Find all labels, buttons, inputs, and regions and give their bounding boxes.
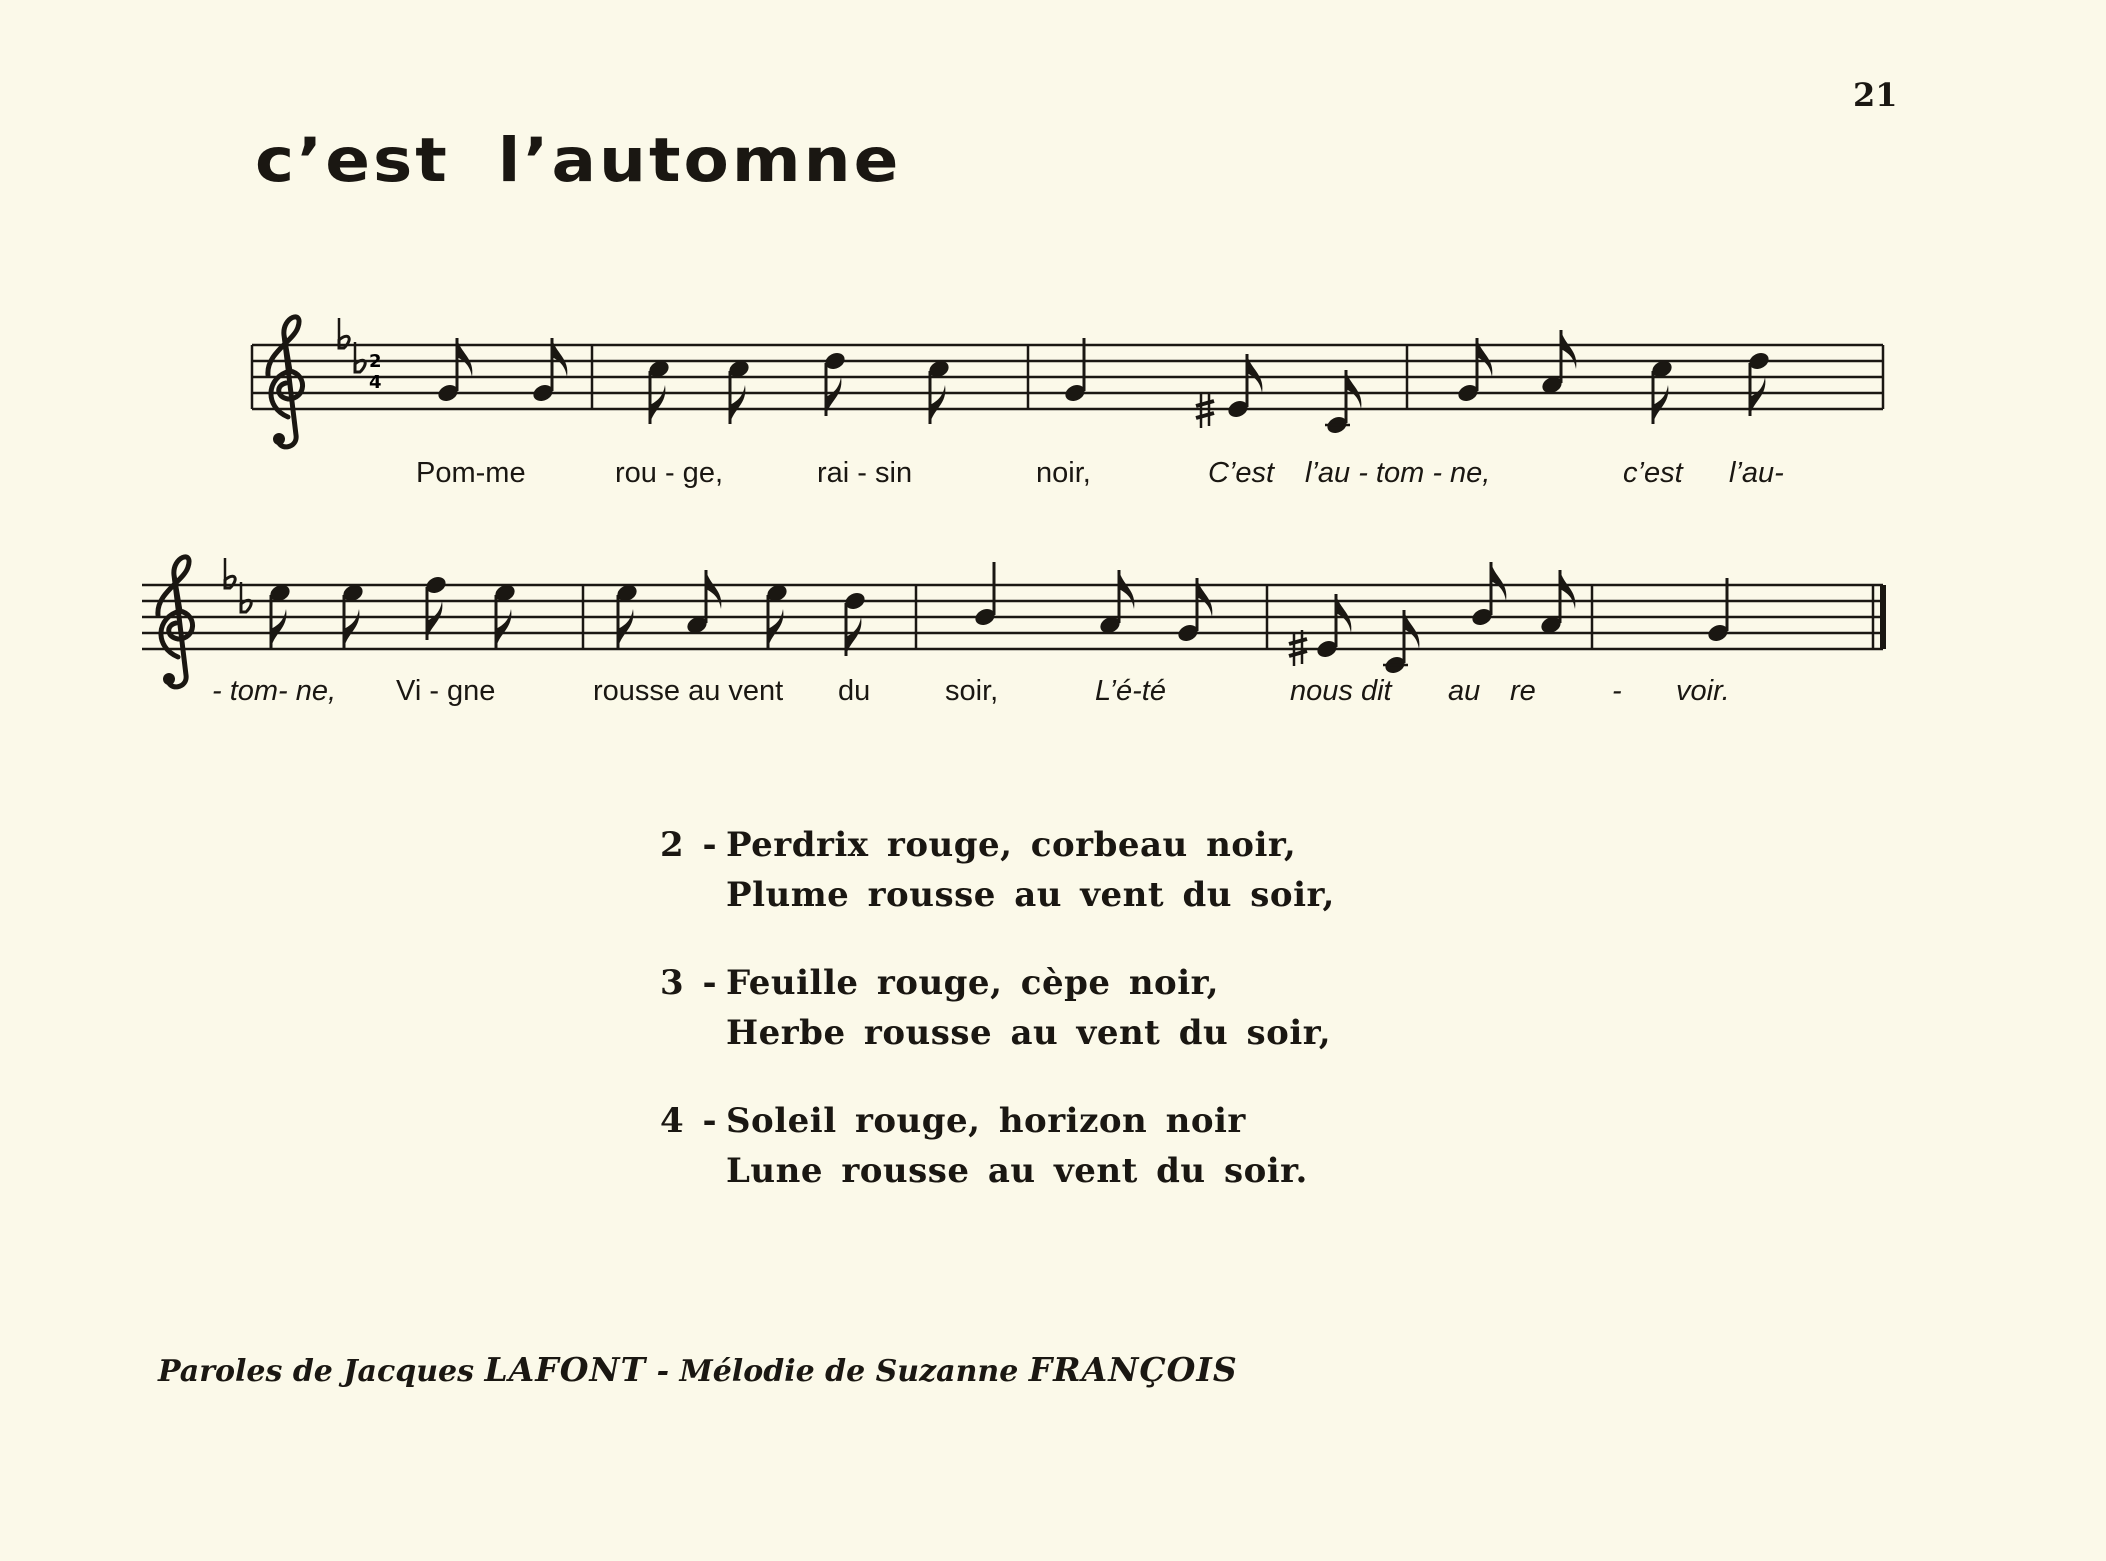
lyric-syllable: au: [1448, 675, 1481, 707]
verse-2: [660, 820, 1335, 920]
staff-line-1: [252, 317, 1883, 489]
time-signature-bottom: 4: [369, 372, 382, 393]
flat-icon: [225, 558, 235, 588]
credits: [158, 1350, 1238, 1389]
verse-line: Lune rousse au vent du soir.: [726, 1151, 1308, 1191]
verse-4: [660, 1096, 1335, 1196]
treble-clef-icon: [268, 317, 303, 447]
lyrics-credit-prefix: Paroles de Jacques: [158, 1354, 474, 1389]
lyricist-name: LAFONT: [484, 1350, 647, 1389]
verse-line: Plume rousse au vent du soir,: [726, 875, 1335, 915]
verse-line: Herbe rousse au vent du soir,: [726, 1013, 1332, 1053]
verse-line: Feuille rouge, cèpe noir,: [726, 963, 1219, 1003]
lyric-syllable: l’au - tom - ne,: [1305, 457, 1491, 489]
composer-name: FRANÇOIS: [1028, 1350, 1238, 1389]
flat-icon: [355, 342, 365, 372]
lyric-syllable: du: [838, 675, 871, 707]
lyric-syllable: -: [1612, 675, 1622, 707]
time-signature-top: 2: [369, 351, 382, 372]
lyric-syllable: rou - ge,: [615, 457, 723, 489]
lyric-syllable: C’est: [1208, 457, 1275, 489]
lyric-syllable: nous dit: [1290, 675, 1392, 707]
lyric-syllable: c’est: [1623, 457, 1683, 489]
flat-icon: [339, 318, 349, 348]
lyric-syllable: voir.: [1676, 675, 1730, 707]
song-title: c’est l’automne: [255, 125, 902, 196]
flat-icon: [241, 582, 251, 612]
lyric-syllable: rousse au vent: [593, 675, 784, 707]
lyric-syllable: l’au-: [1729, 457, 1784, 489]
verse-line: Perdrix rouge, corbeau noir,: [726, 825, 1297, 865]
treble-clef-icon: [158, 557, 193, 687]
verses: [660, 820, 1335, 1234]
melody-credit-prefix: Mélodie de Suzanne: [679, 1354, 1019, 1389]
credit-separator: -: [656, 1354, 670, 1389]
verse-line: Soleil rouge, horizon noir: [726, 1101, 1246, 1141]
verse-number: 2 -: [660, 825, 718, 865]
lyric-syllable: L’é-té: [1095, 675, 1166, 707]
lyric-syllable: soir,: [945, 675, 999, 707]
lyric-syllable: Pom-me: [416, 457, 526, 489]
lyric-syllable: noir,: [1036, 457, 1091, 489]
lyric-syllable: - tom- ne,: [212, 675, 337, 707]
lyric-syllable: Vi - gne: [396, 675, 496, 707]
lyric-syllable: re: [1510, 675, 1536, 707]
staff-line-2: [142, 557, 1883, 707]
verse-3: [660, 958, 1335, 1058]
lyric-syllable: rai - sin: [817, 457, 913, 489]
verse-number: 3 -: [660, 963, 718, 1003]
page-number: 21: [1853, 76, 1898, 114]
verse-number: 4 -: [660, 1101, 718, 1141]
